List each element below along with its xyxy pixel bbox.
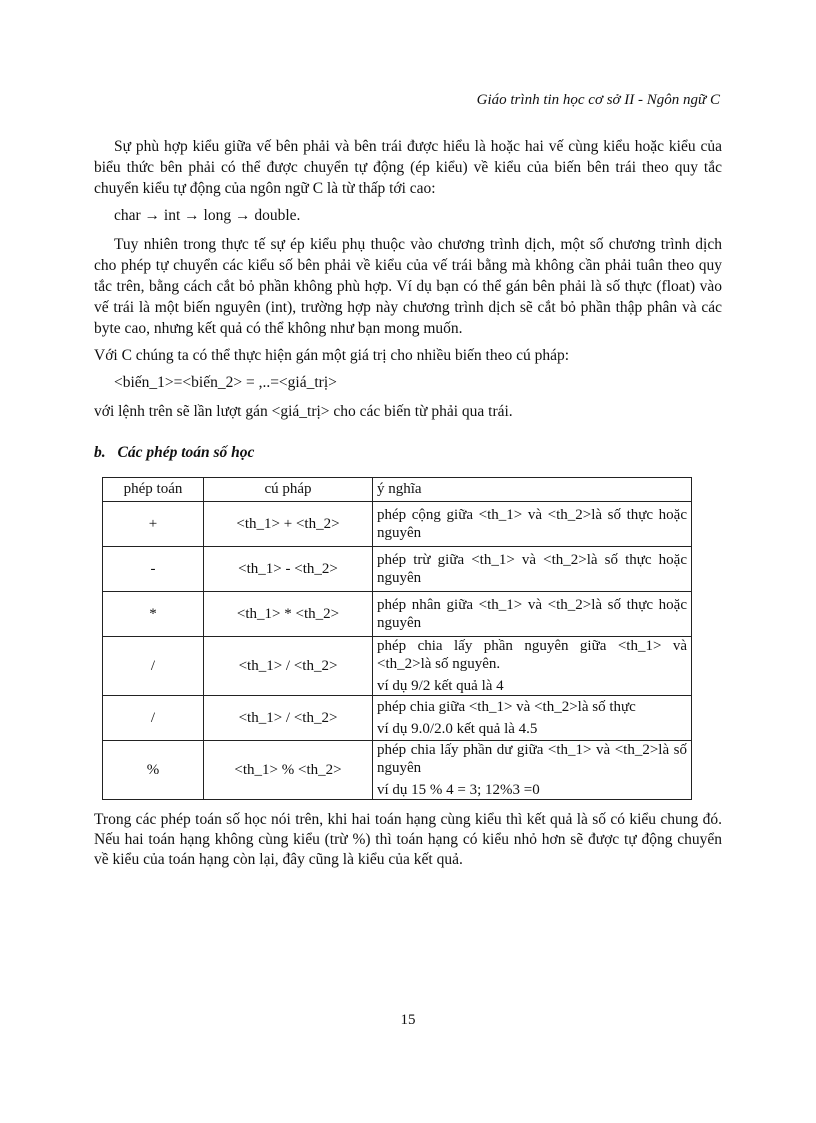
section-heading: [94, 442, 722, 463]
page-body: [94, 136, 722, 876]
meaning-example: ví dụ 15 % 4 = 3; 12%3 =0: [377, 782, 540, 798]
header-operator: phép toán: [103, 478, 204, 502]
intro-paragraph-assign-order: với lệnh trên sẽ lần lượt gán <giá_trị> cho các biến từ phải qua trái.: [94, 403, 513, 420]
arithmetic-operators-table: [102, 477, 692, 800]
intro-paragraph-multi-assign: Với C chúng ta có thể thực hiện gán một giá trị cho nhiều biến theo cú pháp:: [94, 347, 570, 364]
syntax-cell: <th_1> / <th_2>: [204, 637, 373, 696]
operator-cell: %: [103, 741, 204, 800]
multi-assign-syntax: <biến_1>=<biến_2> = ,..=<giá_trị>: [114, 374, 337, 391]
meaning-cell: [373, 502, 692, 547]
meaning-cell: [373, 637, 692, 696]
syntax-cell: <th_1> % <th_2>: [204, 741, 373, 800]
operator-cell: +: [103, 502, 204, 547]
conversion-chain: char → int → long → double.: [114, 207, 301, 224]
meaning-cell: [373, 741, 692, 800]
intro-paragraph-compiler: Tuy nhiên trong thực tế sự ép kiểu phụ thuộc vào chương trình dịch, một số chương trình dịch cho phép tự chuyển các kiểu số bên phải về kiểu của vế trái bằng mà không cần phải tuân theo quy tắc trên, bằng cách cắt bỏ phần không phù hợp. Ví dụ bạn có thể gán bên phải là số thực (float) vào vế trái là một biến nguyên (int), trường hợp này chương trình dịch sẽ cắt bỏ phần thập phân và các byte cao, nhưng kết quả có thể không như bạn mong muốn.: [94, 236, 722, 337]
after-table-paragraph: Trong các phép toán số học nói trên, khi hai toán hạng cùng kiểu thì kết quả là số có kiểu chung đó. Nếu hai toán hạng không cùng kiểu (trừ %) thì toán hạng có kiểu nhỏ hơn sẽ được tự động chuyển về kiểu của toán hạng còn lại, đây cũng là kiểu của kết quả.: [94, 811, 722, 868]
table-header-row: [103, 478, 692, 502]
syntax-cell: <th_1> / <th_2>: [204, 696, 373, 741]
meaning-text: phép trừ giữa <th_1> và <th_2>là số thực hoặc nguyên: [377, 552, 687, 586]
meaning-text: phép nhân giữa <th_1> và <th_2>là số thực hoặc nguyên: [377, 597, 687, 631]
header-syntax: cú pháp: [204, 478, 373, 502]
operator-cell: -: [103, 547, 204, 592]
table-row: [103, 741, 692, 800]
table-row: [103, 592, 692, 637]
meaning-text: phép chia lấy phần dư giữa <th_1> và <th_2>là số nguyên: [377, 742, 687, 776]
meaning-text: phép chia giữa <th_1> và <th_2>là số thực: [377, 699, 636, 715]
table-row: [103, 637, 692, 696]
intro-paragraph-type-compat: Sự phù hợp kiểu giữa vế bên phải và bên trái được hiểu là hoặc hai vế cùng kiểu hoặc kiểu của biểu thức bên phải có thể được chuyển tự động (ép kiểu) về kiểu của biến bên trái theo quy tắc chuyển kiểu tự động của ngôn ngữ C là từ thấp tới cao:: [94, 138, 722, 197]
meaning-text: phép cộng giữa <th_1> và <th_2>là số thực hoặc nguyên: [377, 507, 687, 541]
syntax-cell: <th_1> + <th_2>: [204, 502, 373, 547]
table-row: [103, 547, 692, 592]
meaning-cell: [373, 696, 692, 741]
syntax-cell: <th_1> * <th_2>: [204, 592, 373, 637]
page-number: 15: [400, 1012, 416, 1028]
operator-cell: *: [103, 592, 204, 637]
meaning-example: ví dụ 9.0/2.0 kết quả là 4.5: [377, 721, 538, 737]
operator-cell: /: [103, 696, 204, 741]
meaning-text: phép chia lấy phần nguyên giữa <th_1> và <th_2>là số nguyên.: [377, 638, 687, 672]
table-row: [103, 696, 692, 741]
meaning-example: ví dụ 9/2 kết quả là 4: [377, 678, 504, 694]
meaning-cell: [373, 592, 692, 637]
section-title: Các phép toán số học: [117, 444, 255, 461]
section-number: b.: [94, 444, 106, 461]
syntax-cell: <th_1> - <th_2>: [204, 547, 373, 592]
operator-cell: /: [103, 637, 204, 696]
meaning-cell: [373, 547, 692, 592]
header-meaning: ý nghĩa: [373, 478, 692, 502]
table-row: [103, 502, 692, 547]
running-header: Giáo trình tin học cơ sở II - Ngôn ngữ C: [476, 92, 720, 108]
